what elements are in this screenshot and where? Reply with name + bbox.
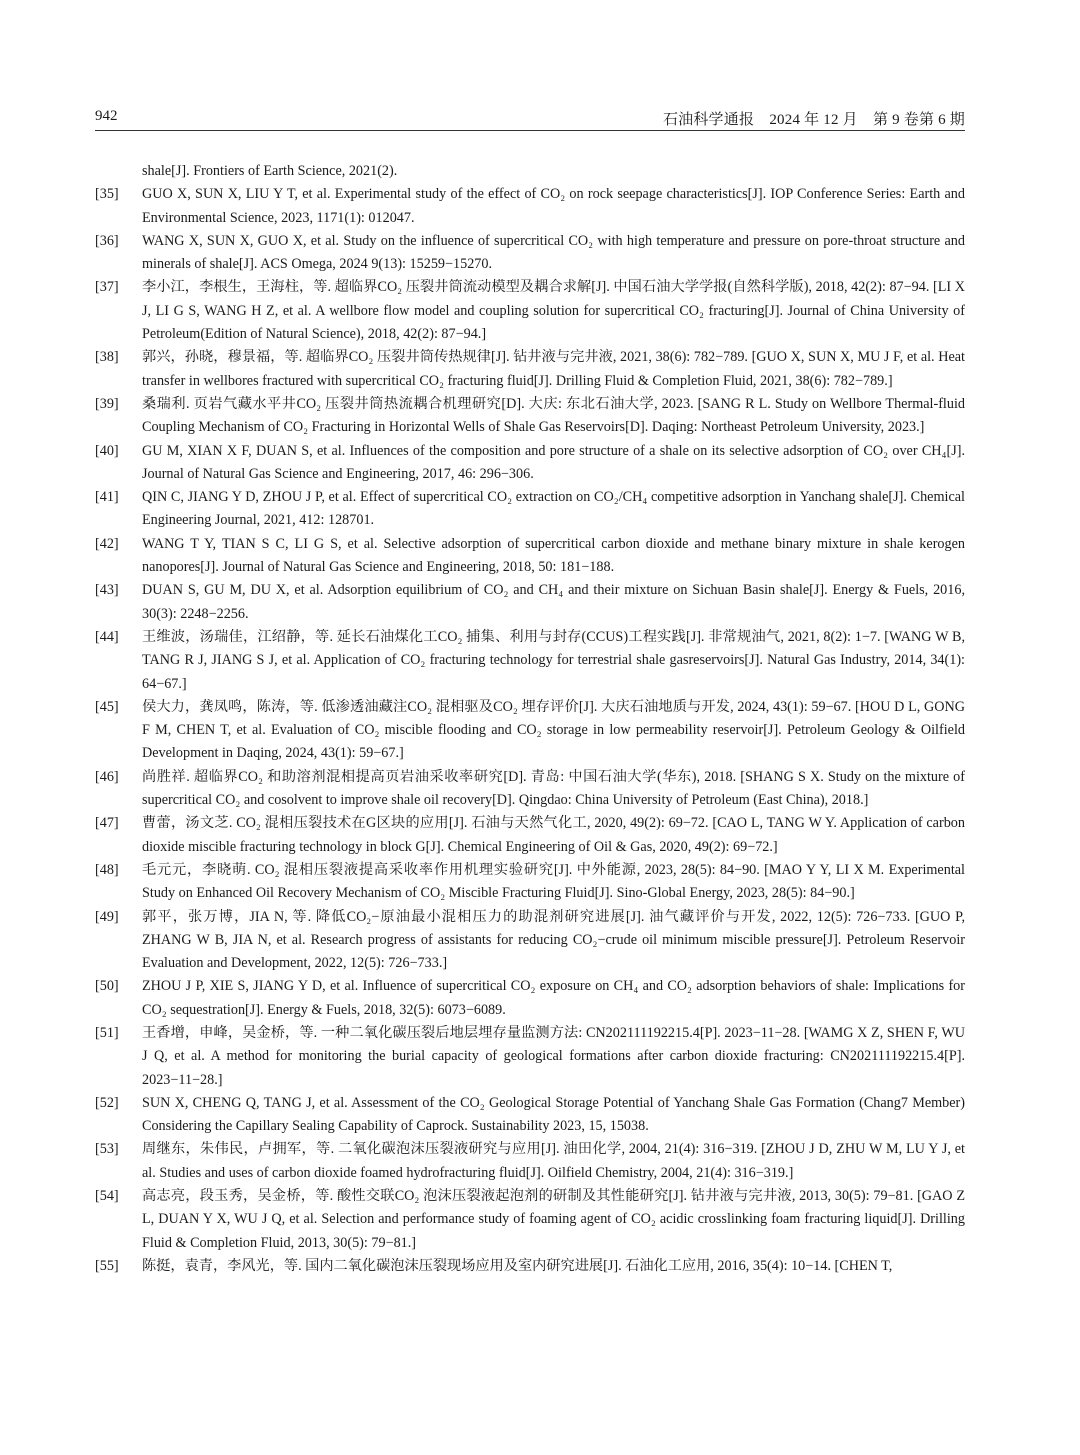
reference-text: 高志亮，段玉秀，吴金桥，等. 酸性交联CO₂ 泡沫压裂液起泡剂的研制及其性能研究[J]. 钻井液与完井液, 2013, 30(5): 79−81. [GAO Z L, DUAN Y X, WU J Q, et al. Selection and performance study of foaming agent of CO₂ acidic crosslinking foam fracturing liquid[J]. Drilling Fluid & Completion Fluid, 2013, 30(5): 79−81.] [142, 1188, 965, 1251]
reference-number: [43] [95, 582, 119, 599]
reference-number: [40] [95, 442, 119, 459]
reference-number: [39] [95, 395, 119, 412]
reference-item [95, 393, 965, 440]
reference-item [95, 440, 965, 487]
reference-text: 桑瑞利. 页岩气藏水平井CO₂ 压裂井筒热流耦合机理研究[D]. 大庆: 东北石油大学, 2023. [SANG R L. Study on Wellbore Thermal-fluid Coupling Mechanism of CO₂ Fracturing in Horizontal Wells of Shale Gas Reservoirs[D]. Daqing: Northeast Petroleum University, 2023.] [142, 395, 965, 436]
reference-number: [52] [95, 1094, 119, 1111]
reference-item [95, 579, 965, 626]
reference-item [95, 183, 965, 230]
reference-item [95, 696, 965, 766]
reference-text: 陈挺，袁青，李风光，等. 国内二氧化碳泡沫压裂现场应用及室内研究进展[J]. 石油化工应用, 2016, 35(4): 10−14. [CHEN T, [142, 1257, 893, 1274]
reference-text: 王维波，汤瑞佳，江绍静，等. 延长石油煤化工CO₂ 捕集、利用与封存(CCUS)工程实践[J]. 非常规油气, 2021, 8(2): 1−7. [WANG W B, TANG R J, JIANG S J, et al. Application of CO₂ fracturing technology for terrestrial shale gasreservoirs[J]. Natural Gas Industry, 2014, 34(1): 64−67.] [142, 628, 965, 692]
reference-item [95, 1255, 965, 1278]
reference-text: ZHOU J P, XIE S, JIANG Y D, et al. Influence of supercritical CO₂ exposure on CH₄ and CO₂ adsorption behaviors of shale: Implications for CO₂ sequestration[J]. Energy & Fuels, 2018, 32(5): 6073−6089. [142, 978, 965, 1018]
reference-number: [51] [95, 1024, 119, 1041]
page-header [95, 104, 965, 131]
reference-text: 王香增，申峰，吴金桥，等. 一种二氧化碳压裂后地层埋存量监测方法: CN202111192215.4[P]. 2023−11−28. [WAMG X Z, SHEN F, WU J Q, et al. A method for monitoring the burial capacity of geological formations after carbon dioxide fracturing: CN202111192215.4[P]. 2023−11−28.] [142, 1024, 965, 1088]
reference-item [95, 906, 965, 976]
reference-number: [42] [95, 535, 119, 552]
reference-number: [55] [95, 1257, 119, 1274]
reference-item [95, 766, 965, 813]
journal-info: 石油科学通报 2024 年 12 月 第 9 卷第 6 期 [662, 112, 965, 128]
reference-item [95, 859, 965, 906]
reference-text: DUAN S, GU M, DU X, et al. Adsorption equilibrium of CO₂ and CH₄ and their mixture on Sichuan Basin shale[J]. Energy & Fuels, 2016, 30(3): 2248−2256. [142, 582, 965, 622]
reference-number: [47] [95, 815, 119, 832]
reference-item [95, 812, 965, 859]
reference-text: GU M, XIAN X F, DUAN S, et al. Influences of the composition and pore structure of a shale on its selective adsorption of CO₂ over CH₄[J]. Journal of Natural Gas Science and Engineering, 2017, 46: 296−306. [142, 442, 965, 482]
reference-item [95, 975, 965, 1022]
reference-number: [49] [95, 908, 119, 925]
reference-item [95, 486, 965, 533]
reference-text: 毛元元，李晓萌. CO₂ 混相压裂液提高采收率作用机理实验研究[J]. 中外能源, 2023, 28(5): 84−90. [MAO Y Y, LI X M. Experimental Study on Enhanced Oil Recovery Mechanism of CO₂ Miscible Fracturing Fluid[J]. Sino-Global Energy, 2023, 28(5): 84−90.] [142, 861, 965, 902]
reference-item [95, 533, 965, 580]
page-number: 942 [95, 108, 118, 124]
reference-list [95, 160, 965, 1278]
reference-number: [36] [95, 232, 119, 249]
reference-number: [41] [95, 489, 119, 506]
reference-text: 周继东，朱伟民，卢拥军，等. 二氧化碳泡沫压裂液研究与应用[J]. 油田化学, 2004, 21(4): 316−319. [ZHOU J D, ZHU W M, LU Y J, et al. Studies and uses of carbon dioxide foamed hydrofracturing fluid[J]. Oilfield Chemistry, 2004, 21(4): 316−319.] [142, 1141, 965, 1181]
reference-text: SUN X, CHENG Q, TANG J, et al. Assessment of the CO₂ Geological Storage Potential of Yanchang Shale Gas Formation (Chang7 Member) Considering the Capillary Sealing Capability of Caprock. Sustainability 2023, 15, 15038. [142, 1094, 965, 1135]
reference-number: [50] [95, 978, 119, 995]
reference-item [95, 1185, 965, 1255]
reference-number: [53] [95, 1141, 119, 1158]
reference-item [95, 1022, 965, 1092]
reference-number: [37] [95, 279, 119, 296]
reference-text: 曹蕾，汤文芝. CO₂ 混相压裂技术在G区块的应用[J]. 石油与天然气化工, 2020, 49(2): 69−72. [CAO L, TANG W Y. Application of carbon dioxide miscible fracturing technology in block G[J]. Chemical Engineering of Oil & Gas, 2020, 49(2): 69−72.] [142, 815, 965, 855]
reference-item [95, 276, 965, 346]
reference-number: [46] [95, 768, 119, 785]
reference-number: [35] [95, 186, 119, 203]
reference-item [95, 1092, 965, 1139]
reference-item [95, 230, 965, 277]
reference-text: 尚胜祥. 超临界CO₂ 和助溶剂混相提高页岩油采收率研究[D]. 青岛: 中国石油大学(华东), 2018. [SHANG S X. Study on the mixture of supercritical CO₂ and cosolvent to improve shale oil recovery[D]. Qingdao: China University of Petroleum (East China), 2018.] [142, 768, 965, 809]
reference-item [95, 1138, 965, 1185]
reference-item [95, 160, 965, 183]
reference-text: QIN C, JIANG Y D, ZHOU J P, et al. Effect of supercritical CO₂ extraction on CO₂/CH₄ competitive adsorption in Yanchang shale[J]. Chemical Engineering Journal, 2021, 412: 128701. [142, 489, 965, 529]
reference-text: WANG T Y, TIAN S C, LI G S, et al. Selective adsorption of supercritical carbon dioxide and methane binary mixture in shale kerogen nanopores[J]. Journal of Natural Gas Science and Engineering, 2018, 50: 181−188. [142, 535, 965, 576]
reference-text: 郭兴，孙晓，穆景福，等. 超临界CO₂ 压裂井筒传热规律[J]. 钻井液与完井液, 2021, 38(6): 782−789. [GUO X, SUN X, MU J F, et al. Heat transfer in wellbores fractured with supercritical CO₂ fracturing fluid[J]. Drilling Fluid & Completion Fluid, 2021, 38(6): 782−789.] [142, 349, 965, 389]
reference-text: 侯大力，龚凤鸣，陈涛，等. 低渗透油藏注CO₂ 混相驱及CO₂ 埋存评价[J]. 大庆石油地质与开发, 2024, 43(1): 59−67. [HOU D L, GONG F M, CHEN T, et al. Evaluation of CO₂ miscible flooding and CO₂ storage in low permeability reservoir[J]. Petroleum Geology & Oilfield Development in Daqing, 2024, 43(1): 59−67.] [142, 698, 965, 762]
reference-number: [54] [95, 1188, 119, 1205]
reference-text: 郭平，张万博，JIA N, 等. 降低CO₂−原油最小混相压力的助混剂研究进展[J]. 油气藏评价与开发, 2022, 12(5): 726−733. [GUO P, ZHANG W B, JIA N, et al. Research progress of assistants for reducing CO₂−crude oil minimum miscible pressure[J]. Petroleum Reservoir Evaluation and Development, 2022, 12(5): 726−733.] [142, 908, 965, 972]
reference-number: [44] [95, 628, 119, 645]
reference-number: [38] [95, 349, 119, 366]
reference-item [95, 346, 965, 393]
reference-number: [45] [95, 698, 119, 715]
reference-text: 李小江，李根生，王海柱，等. 超临界CO₂ 压裂井筒流动模型及耦合求解[J]. 中国石油大学学报(自然科学版), 2018, 42(2): 87−94. [LI X J, LI G S, WANG H Z, et al. A wellbore flow model and coupling solution for supercritical CO₂ fracturing[J]. Journal of China University of Petroleum(Edition of Natural Science), 2018, 42(2): 87−94.] [142, 279, 965, 343]
reference-number: [48] [95, 861, 119, 878]
reference-text: GUO X, SUN X, LIU Y T, et al. Experimental study of the effect of CO₂ on rock seepage characteristics[J]. IOP Conference Series: Earth and Environmental Science, 2023, 1171(1): 012047. [142, 186, 965, 226]
reference-text: shale[J]. Frontiers of Earth Science, 2021(2). [142, 163, 398, 179]
reference-text: WANG X, SUN X, GUO X, et al. Study on the influence of supercritical CO₂ with high temperature and pressure on pore-throat structure and minerals of shale[J]. ACS Omega, 2024 9(13): 15259−15270. [142, 232, 965, 273]
reference-item [95, 626, 965, 696]
